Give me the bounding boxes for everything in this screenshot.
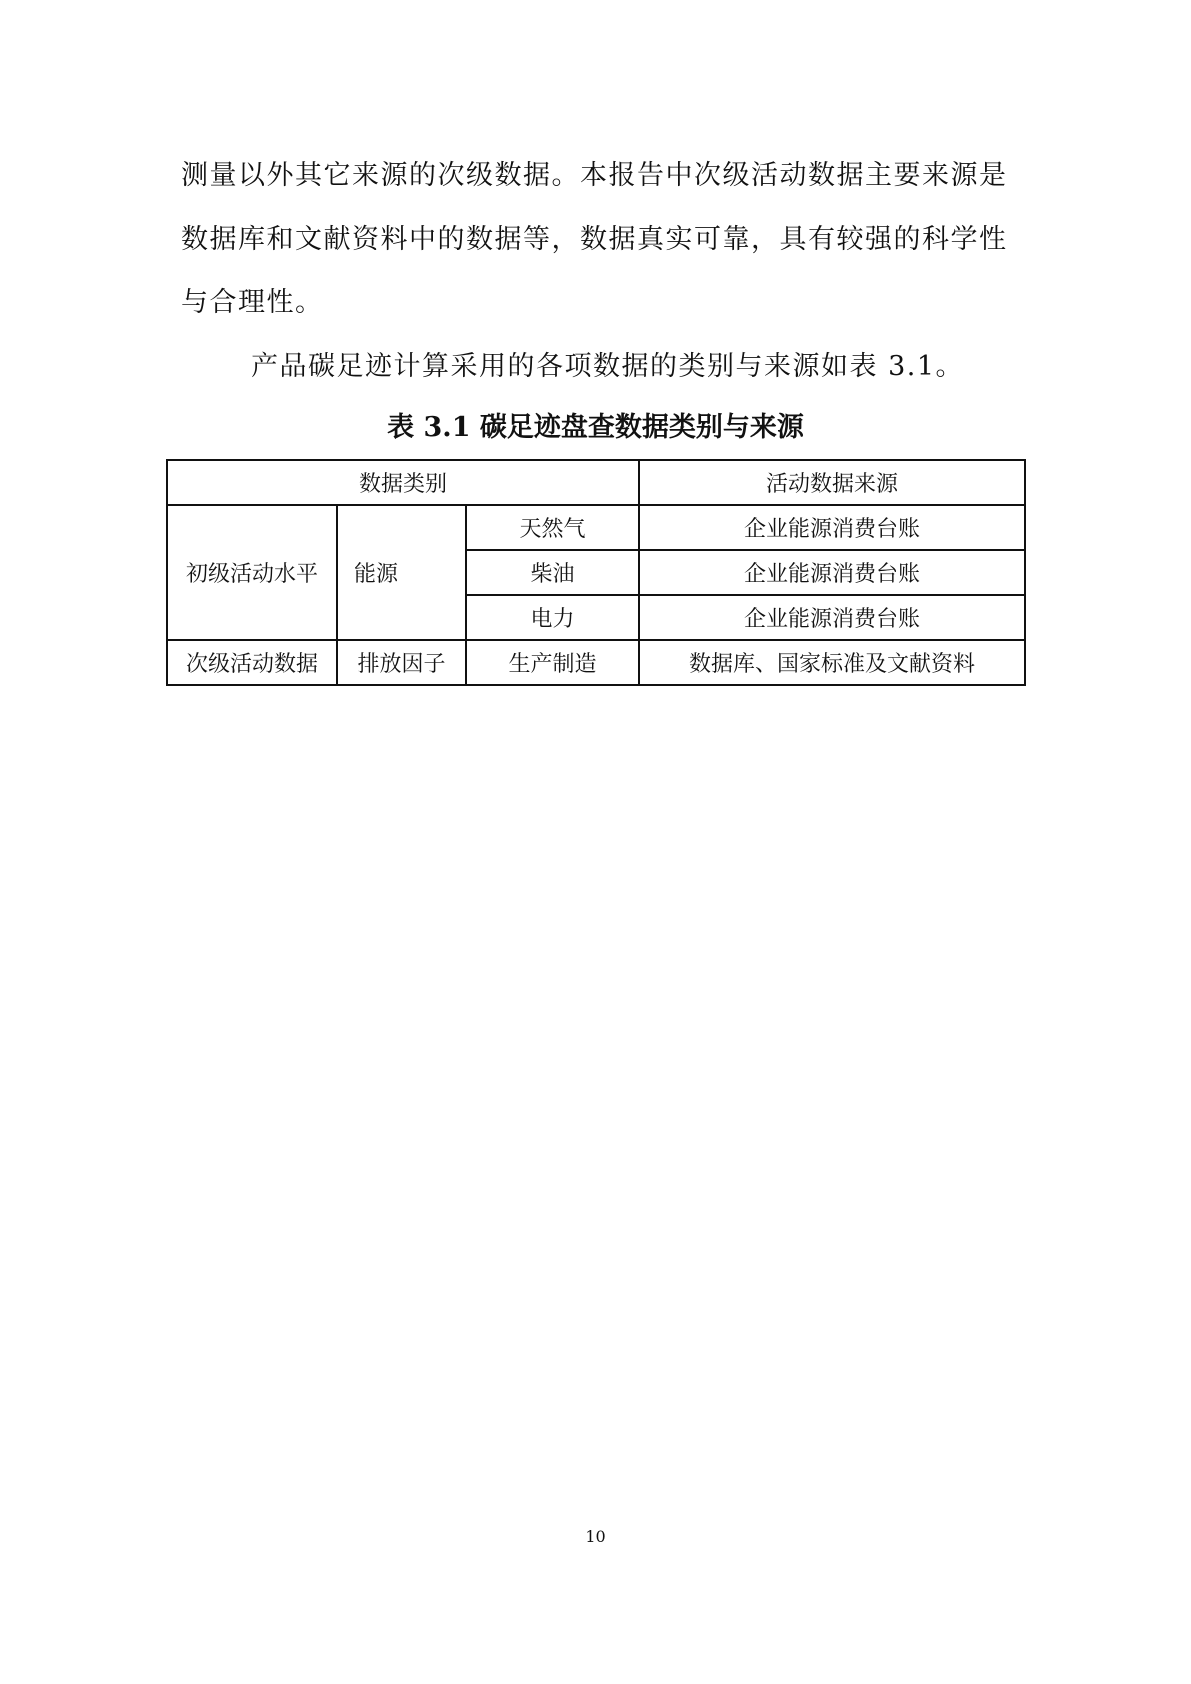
- header-data-source: 活动数据来源: [639, 460, 1025, 505]
- body-text-line-2: 数据库和文献资料中的数据等，数据真实可靠，具有较强的科学性: [181, 224, 1008, 255]
- table-row: [167, 640, 1025, 685]
- cell-category-energy: 能源: [337, 505, 466, 640]
- page-number: 10: [585, 1527, 606, 1546]
- cell-item: 生产制造: [466, 640, 639, 685]
- body-text-line-3: 与合理性。: [181, 287, 324, 318]
- cell-level-secondary: 次级活动数据: [167, 640, 337, 685]
- table-row: [167, 505, 1025, 550]
- cell-item: 电力: [466, 595, 639, 640]
- cell-category-emission-factor: 排放因子: [337, 640, 466, 685]
- cell-item: 天然气: [466, 505, 639, 550]
- cell-source: 企业能源消费台账: [639, 595, 1025, 640]
- body-text-line-1: 测量以外其它来源的次级数据。本报告中次级活动数据主要来源是: [181, 160, 1008, 191]
- data-source-table: [166, 459, 1026, 686]
- body-text-line-4: 产品碳足迹计算采用的各项数据的类别与来源如表 3.1。: [251, 351, 965, 382]
- header-data-category: 数据类别: [167, 460, 639, 505]
- cell-source: 企业能源消费台账: [639, 550, 1025, 595]
- cell-source: 企业能源消费台账: [639, 505, 1025, 550]
- table-caption: 表 3.1 碳足迹盘查数据类别与来源: [387, 412, 804, 443]
- cell-source: 数据库、国家标准及文献资料: [639, 640, 1025, 685]
- cell-item: 柴油: [466, 550, 639, 595]
- cell-level-primary: 初级活动水平: [167, 505, 337, 640]
- table-header-row: [167, 460, 1025, 505]
